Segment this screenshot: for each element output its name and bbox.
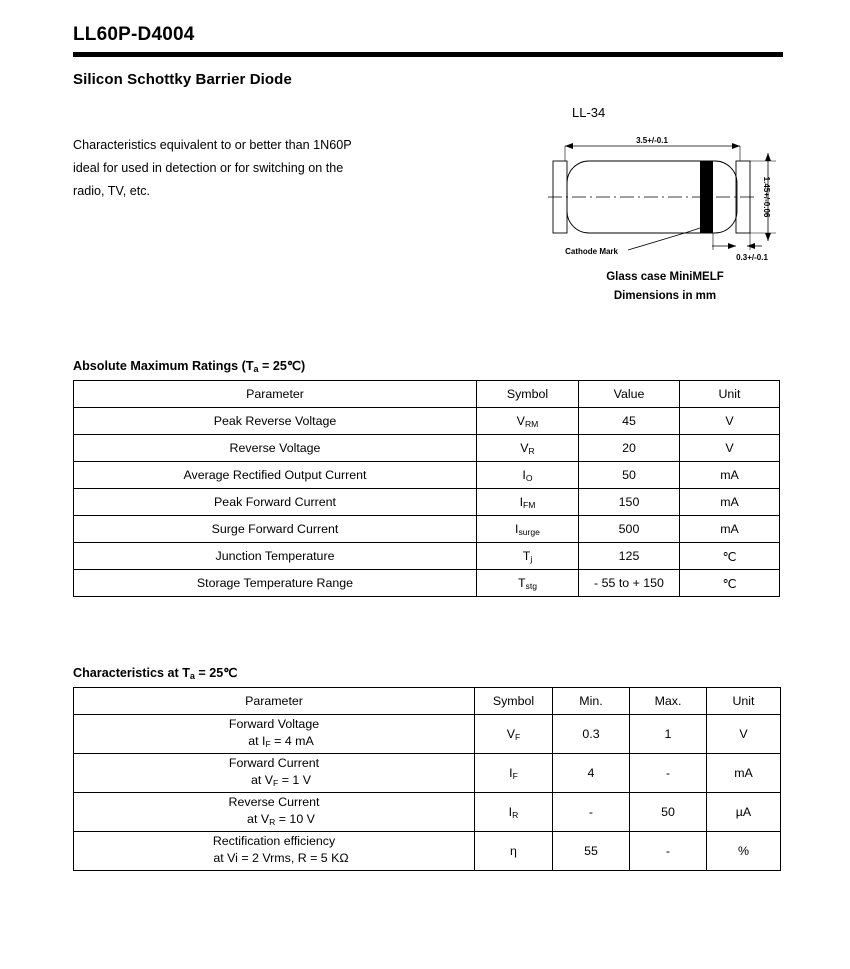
cell-value: 50 [579, 462, 680, 489]
cell-unit: V [680, 408, 780, 435]
cell-max: 50 [630, 793, 707, 832]
cell-unit: mA [680, 516, 780, 543]
absolute-maximum-ratings-heading [73, 358, 305, 374]
cell-parameter: Storage Temperature Range [74, 570, 477, 597]
title-rule [73, 52, 783, 57]
amr-heading-prefix: Absolute Maximum Ratings (T [73, 359, 254, 373]
table-row [74, 435, 780, 462]
cell-parameter [74, 832, 475, 871]
characteristics-table [73, 687, 781, 871]
column-header-max: Max. [630, 688, 707, 715]
cell-unit: mA [707, 754, 781, 793]
table-row [74, 408, 780, 435]
char-heading-suffix: = 25℃ [194, 666, 238, 680]
cell-parameter: Reverse Voltage [74, 435, 477, 462]
cell-parameter: Surge Forward Current [74, 516, 477, 543]
amr-heading-sub: a [253, 364, 259, 374]
dim-length-text: 3.5+/-0.1 [636, 136, 668, 145]
cell-unit: mA [680, 462, 780, 489]
table-row [74, 832, 781, 871]
cell-symbol: $I_O$ [477, 462, 579, 489]
column-header-unit: Unit [680, 381, 780, 408]
description-line-1: Characteristics equivalent to or better than 1N60P [73, 138, 352, 152]
column-header-parameter: Parameter [74, 381, 477, 408]
cell-parameter: Junction Temperature [74, 543, 477, 570]
cell-symbol: $I_R$ [475, 793, 553, 832]
cell-parameter [74, 715, 475, 754]
cell-unit: % [707, 832, 781, 871]
table-header-row [74, 688, 781, 715]
cell-min: - [553, 793, 630, 832]
cell-symbol: $V_F$ [475, 715, 553, 754]
cell-unit: mA [680, 489, 780, 516]
package-code-label: LL-34 [572, 105, 606, 120]
column-header-symbol: Symbol [477, 381, 579, 408]
char-heading-sub: a [189, 671, 195, 681]
cell-value: 500 [579, 516, 680, 543]
parameter-line-1: Reverse Current [228, 794, 320, 809]
parameter-line-2: at $V_R = 10$ V [247, 811, 315, 827]
dim-arrow-left [565, 143, 573, 149]
cell-max: 1 [630, 715, 707, 754]
description-line-3: radio, TV, etc. [73, 184, 151, 198]
absolute-maximum-ratings-table [73, 380, 780, 597]
package-diagram-block [540, 100, 790, 315]
page-title: LL60P-D4004 [73, 24, 195, 45]
cell-value: - 55 to + 150 [579, 570, 680, 597]
column-header-parameter: Parameter [74, 688, 475, 715]
melf-package-drawing [540, 128, 790, 268]
column-header-unit: Unit [707, 688, 781, 715]
package-caption-line-2: Dimensions in mm [613, 290, 717, 302]
cell-parameter: Average Rectified Output Current [74, 462, 477, 489]
cell-max: - [630, 754, 707, 793]
table-row [74, 793, 781, 832]
package-caption-line-1: Glass case MiniMELF [606, 271, 724, 283]
characteristics-heading [73, 665, 237, 681]
column-header-value: Value [579, 381, 680, 408]
description-block [73, 134, 433, 203]
cell-unit: ℃ [680, 570, 780, 597]
column-header-symbol: Symbol [475, 688, 553, 715]
parameter-line-2: at Vi = 2 Vrms, R = 5 KΩ [213, 850, 349, 865]
cell-symbol: $V_{RM}$ [477, 408, 579, 435]
table-row [74, 570, 780, 597]
table-row [74, 462, 780, 489]
description-line-2: ideal for used in detection or for switching on the [73, 161, 344, 175]
column-header-min: Min. [553, 688, 630, 715]
page-subtitle: Silicon Schottky Barrier Diode [73, 71, 292, 88]
cell-min: 55 [553, 832, 630, 871]
table-row [74, 543, 780, 570]
cell-max: - [630, 832, 707, 871]
cell-parameter: Peak Forward Current [74, 489, 477, 516]
dim-arrow-right [732, 143, 740, 149]
cell-unit: V [707, 715, 781, 754]
cell-parameter [74, 793, 475, 832]
dim-band-text: 0.3+/-0.1 [736, 253, 768, 262]
table-row [74, 754, 781, 793]
table-row [74, 516, 780, 543]
cell-parameter [74, 754, 475, 793]
cell-min: 0.3 [553, 715, 630, 754]
cell-value: 45 [579, 408, 680, 435]
cell-symbol: $I_F$ [475, 754, 553, 793]
table-row [74, 489, 780, 516]
cell-value: 125 [579, 543, 680, 570]
cell-value: 150 [579, 489, 680, 516]
table-row [74, 715, 781, 754]
cell-symbol: $I_{FM}$ [477, 489, 579, 516]
cell-unit: µA [707, 793, 781, 832]
dim-diameter-text: 1.45+/-0.06 [762, 176, 771, 218]
cathode-mark-text: Cathode Mark [565, 247, 618, 256]
cell-value: 20 [579, 435, 680, 462]
parameter-line-1: Forward Voltage [228, 716, 320, 731]
cell-symbol: η [475, 832, 553, 871]
parameter-line-2: at $V_F = 1$ V [250, 772, 312, 788]
char-heading-prefix: Characteristics at T [73, 666, 190, 680]
cell-parameter: Peak Reverse Voltage [74, 408, 477, 435]
parameter-line-2: at $I_F = 4$ mA [248, 733, 314, 749]
cell-symbol: $T_j$ [477, 543, 579, 570]
amr-heading-suffix: = 25℃) [258, 359, 306, 373]
package-caption [540, 268, 790, 306]
table-header-row [74, 381, 780, 408]
cell-unit: ℃ [680, 543, 780, 570]
cell-symbol: $V_R$ [477, 435, 579, 462]
cell-unit: V [680, 435, 780, 462]
parameter-line-1: Forward Current [228, 755, 320, 770]
cell-symbol: $I_{surge}$ [477, 516, 579, 543]
cell-min: 4 [553, 754, 630, 793]
parameter-line-1: Rectification efficiency [212, 833, 336, 848]
cell-symbol: $T_{stg}$ [477, 570, 579, 597]
